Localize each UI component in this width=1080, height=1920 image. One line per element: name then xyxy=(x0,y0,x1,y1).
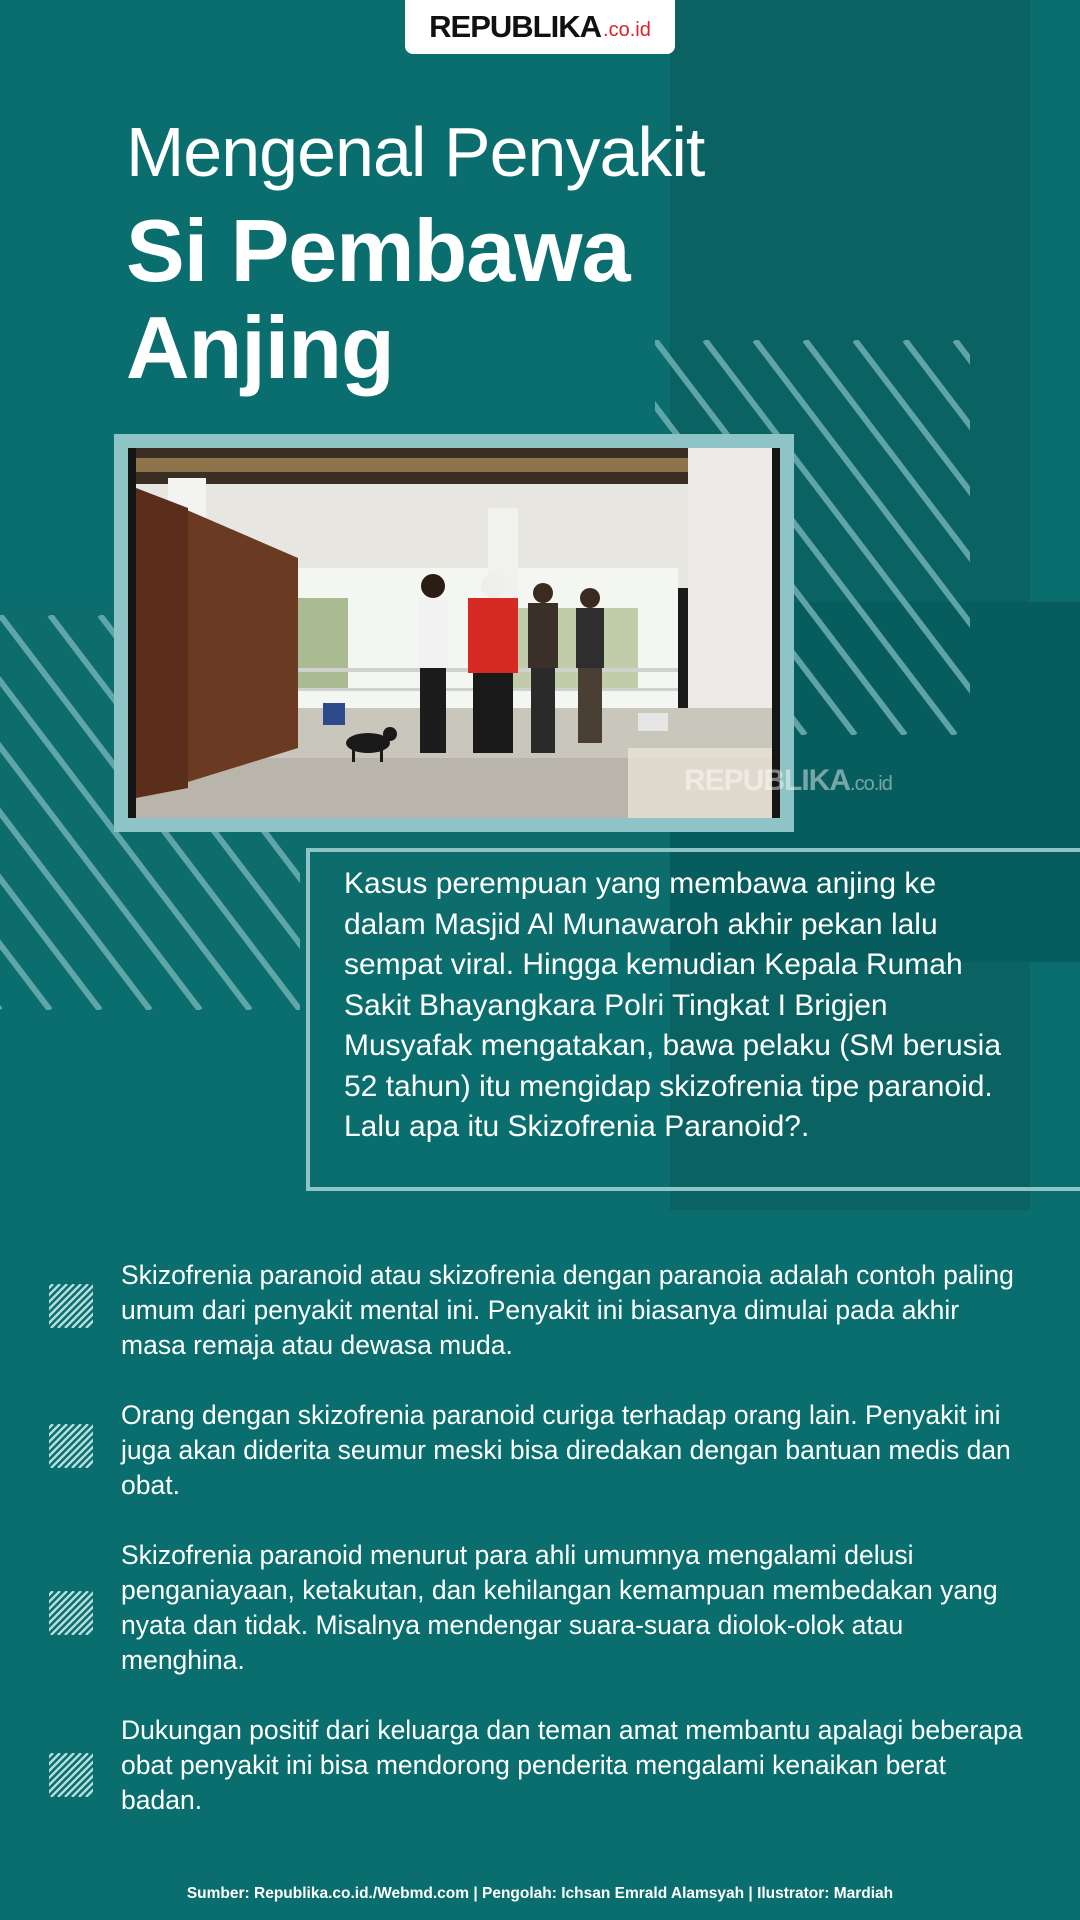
point-text: Skizofrenia paranoid menurut para ahli umumnya mengalami delusi penganiayaan, ketakutan, dan kehilangan kemampuan membedakan yang nyata dan tidak. Misalnya mendengar suara-suara diolok-olok atau menghina. xyxy=(121,1540,998,1675)
hatch-bullet-icon xyxy=(49,1591,93,1635)
title-line-3: Anjing xyxy=(126,298,394,397)
republika-logo xyxy=(405,0,675,54)
hatch-bullet-icon xyxy=(49,1284,93,1328)
mosque-dog-photo xyxy=(128,448,780,818)
intro-text: Kasus perempuan yang membawa anjing ke dalam Masjid Al Munawaroh akhir pekan lalu sempat viral. Hingga kemudian Kepala Rumah Sakit Bhayangkara Polri Tingkat I Brigjen Musyafak mengatakan, bawa pelaku (SM berusia 52 tahun) itu mengidap skizofrenia tipe paranoid. Lalu apa itu Skizofrenia Paranoid?. xyxy=(344,867,1002,1143)
hatch-bullet-icon xyxy=(49,1424,93,1468)
logo-name: REPUBLIKA xyxy=(429,9,602,44)
hatch-bullet-icon xyxy=(49,1753,93,1797)
credits-footer: Sumber: Republika.co.id./Webmd.com | Pengolah: Ichsan Emrald Alamsyah | Ilustrator: Mardiah xyxy=(186,1885,894,1902)
point-text: Dukungan positif dari keluarga dan teman amat membantu apalagi beberapa obat penyakit ini bisa mendorong penderita mengalami kenaikan berat badan. xyxy=(121,1715,1023,1815)
title-line-2: Si Pembawa xyxy=(126,201,630,300)
point-text: Skizofrenia paranoid atau skizofrenia dengan paranoia adalah contoh paling umum dari penyakit mental ini. Penyakit ini biasanya dimulai pada akhir masa remaja atau dewasa muda. xyxy=(121,1260,1014,1360)
watermark-name: REPUBLIKA xyxy=(684,764,851,797)
republika-watermark xyxy=(684,764,892,798)
watermark-domain: .co.id xyxy=(850,773,892,795)
logo-domain: .co.id xyxy=(603,18,651,41)
point-text: Orang dengan skizofrenia paranoid curiga terhadap orang lain. Penyakit ini juga akan diderita seumur meski bisa diredakan dengan bantuan medis dan obat. xyxy=(121,1400,1011,1500)
title-line-1: Mengenal Penyakit xyxy=(126,113,705,191)
